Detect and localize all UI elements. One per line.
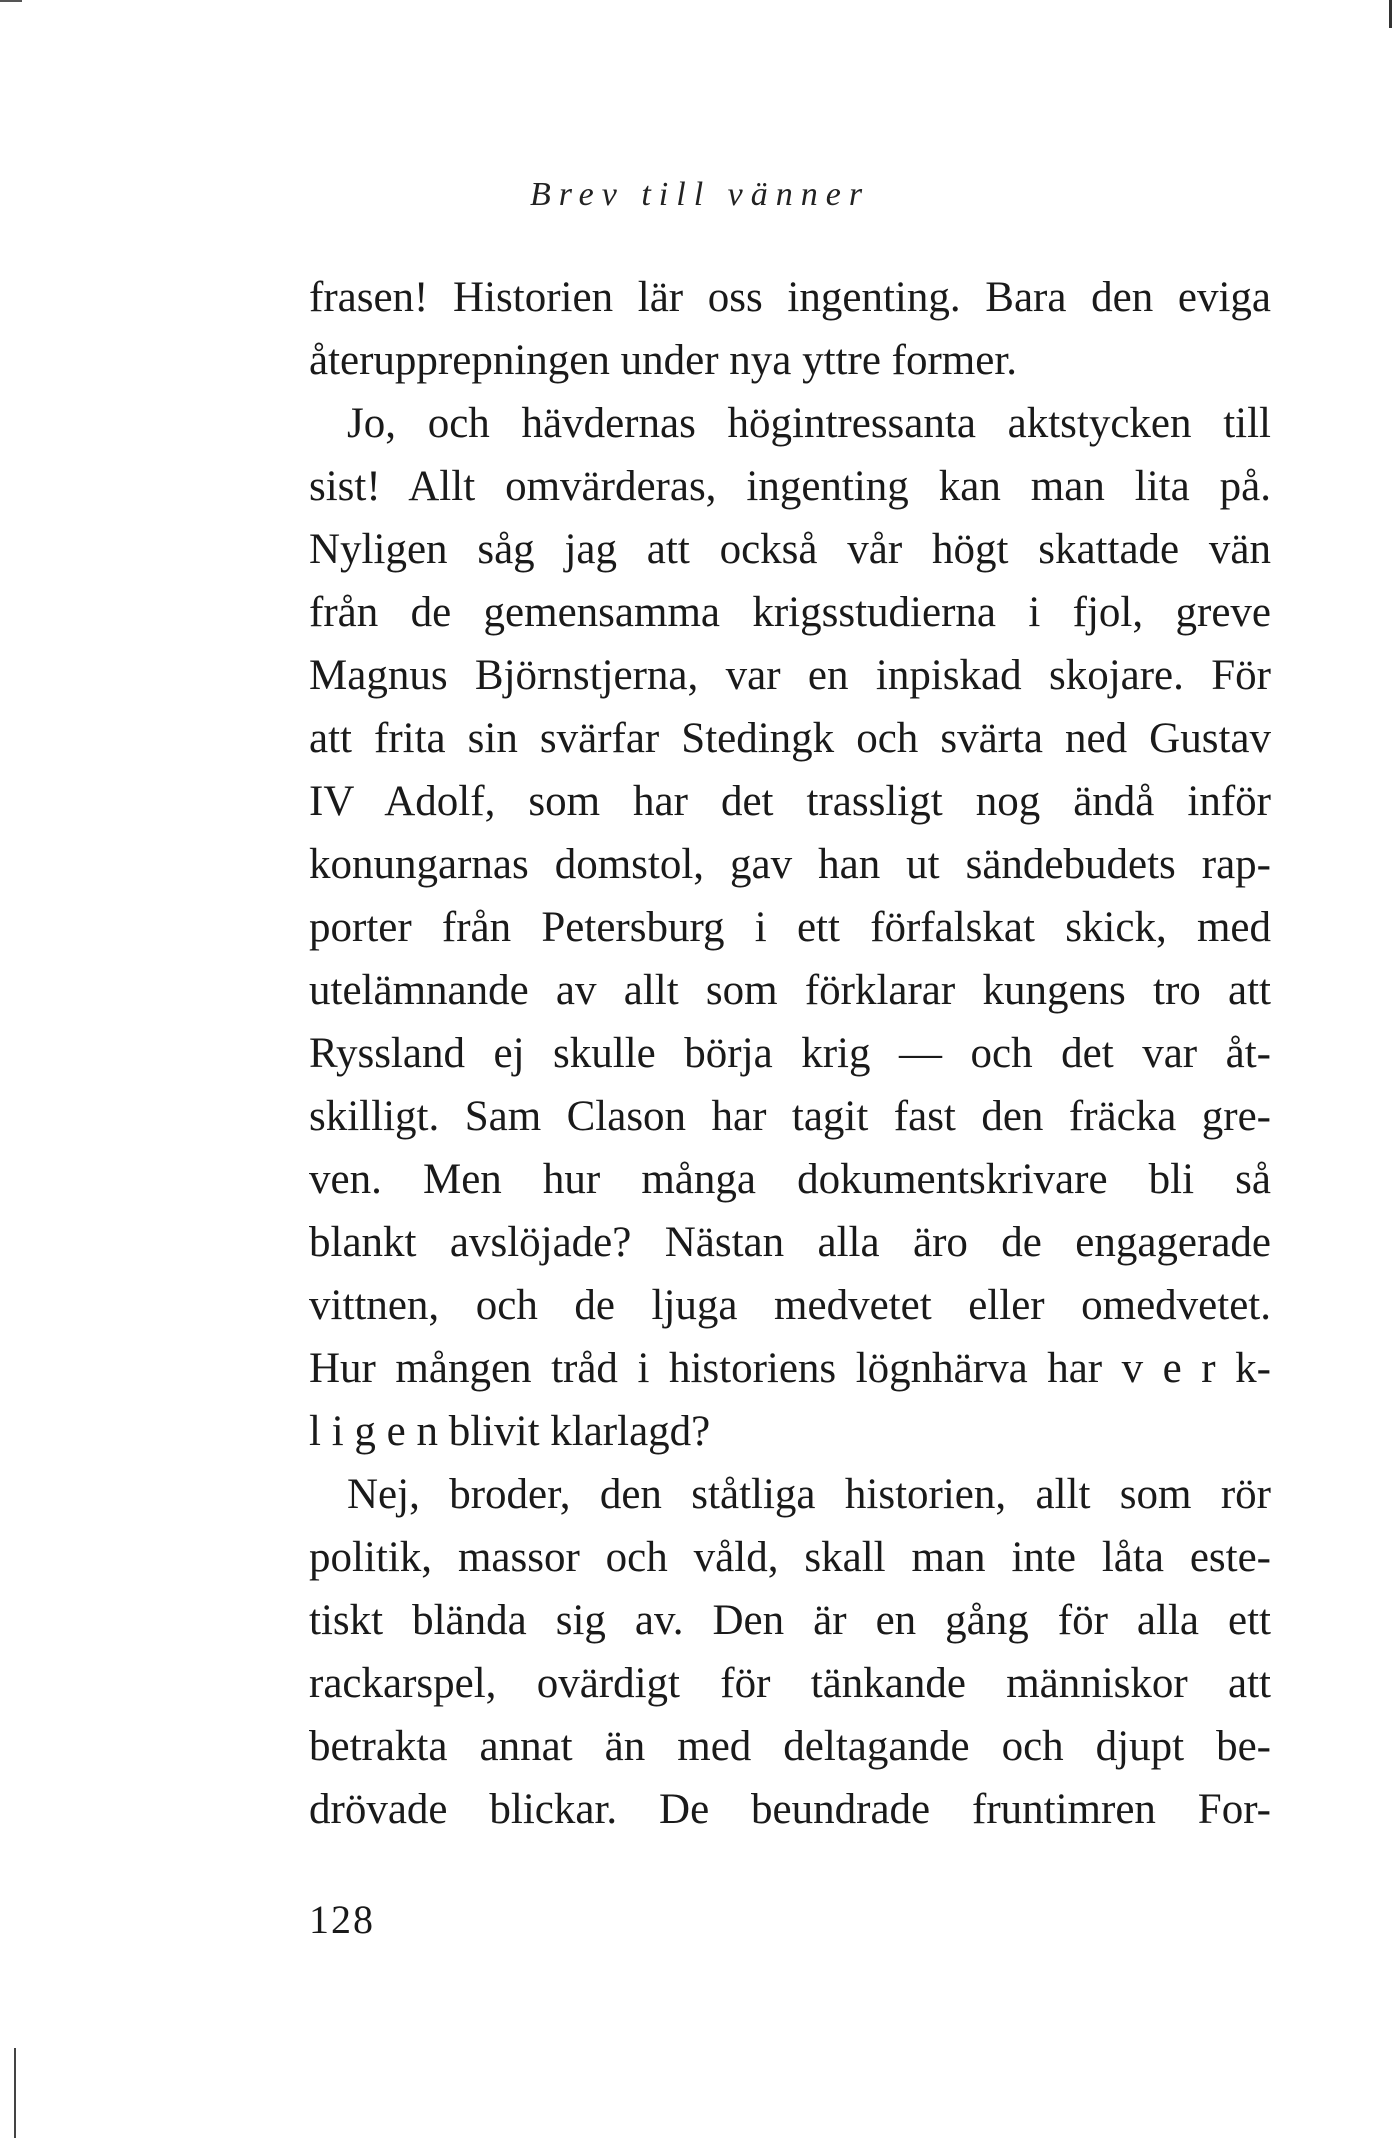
scan-edge-mark-top-left [0, 0, 22, 2]
scan-edge-mark-bottom-left [14, 2048, 16, 2138]
text-line: återupprepningen under nya yttre former. [309, 337, 1018, 384]
text-line: politik, massor och våld, skall man inte låta este- [309, 1534, 1271, 1581]
text-line: Jo, och hävdernas högintressanta aktstycken till [347, 400, 1271, 447]
text-line: Hur mången tråd i historiens lögnhärva har v e r k- [309, 1345, 1271, 1392]
scan-edge-mark-top-right [1389, 0, 1392, 28]
text-line: drövade blickar. De beundrade fruntimren For- [309, 1786, 1271, 1833]
text-line: porter från Petersburg i ett förfalskat skick, med [309, 904, 1271, 951]
text-line: Nej, broder, den ståtliga historien, allt som rör [347, 1471, 1271, 1518]
text-line: frasen! Historien lär oss ingenting. Bara den eviga [309, 274, 1271, 321]
text-line: Nyligen såg jag att också vår högt skattade vän [309, 526, 1271, 573]
text-line: rackarspel, ovärdigt för tänkande människor att [309, 1660, 1271, 1707]
text-line: betrakta annat än med deltagande och djupt be- [309, 1723, 1271, 1770]
text-line: från de gemensamma krigsstudierna i fjol, greve [309, 589, 1271, 636]
text-line: l i g e n blivit klarlagd? [309, 1408, 711, 1455]
text-line: ven. Men hur många dokumentskrivare bli så [309, 1156, 1271, 1203]
page-number: 128 [309, 1897, 375, 1942]
running-head: Brev till vänner [529, 176, 871, 213]
text-line: IV Adolf, som har det trassligt nog ändå inför [309, 778, 1271, 825]
text-line: sist! Allt omvärderas, ingenting kan man lita på. [309, 463, 1271, 510]
text-line: Ryssland ej skulle börja krig — och det var åt- [309, 1030, 1271, 1077]
text-line: blankt avslöjade? Nästan alla äro de engagerade [309, 1219, 1271, 1266]
text-line: att frita sin svärfar Stedingk och svärta ned Gustav [309, 715, 1271, 762]
text-line: konungarnas domstol, gav han ut sändebudets rap- [309, 841, 1271, 888]
text-line: Magnus Björnstjerna, var en inpiskad skojare. För [309, 652, 1271, 699]
text-line: vittnen, och de ljuga medvetet eller omedvetet. [309, 1282, 1271, 1329]
body-text [309, 266, 1271, 1841]
text-line: utelämnande av allt som förklarar kungens tro att [309, 967, 1271, 1014]
text-line: skilligt. Sam Clason har tagit fast den fräcka gre- [309, 1093, 1271, 1140]
text-line: tiskt blända sig av. Den är en gång för alla ett [309, 1597, 1271, 1644]
